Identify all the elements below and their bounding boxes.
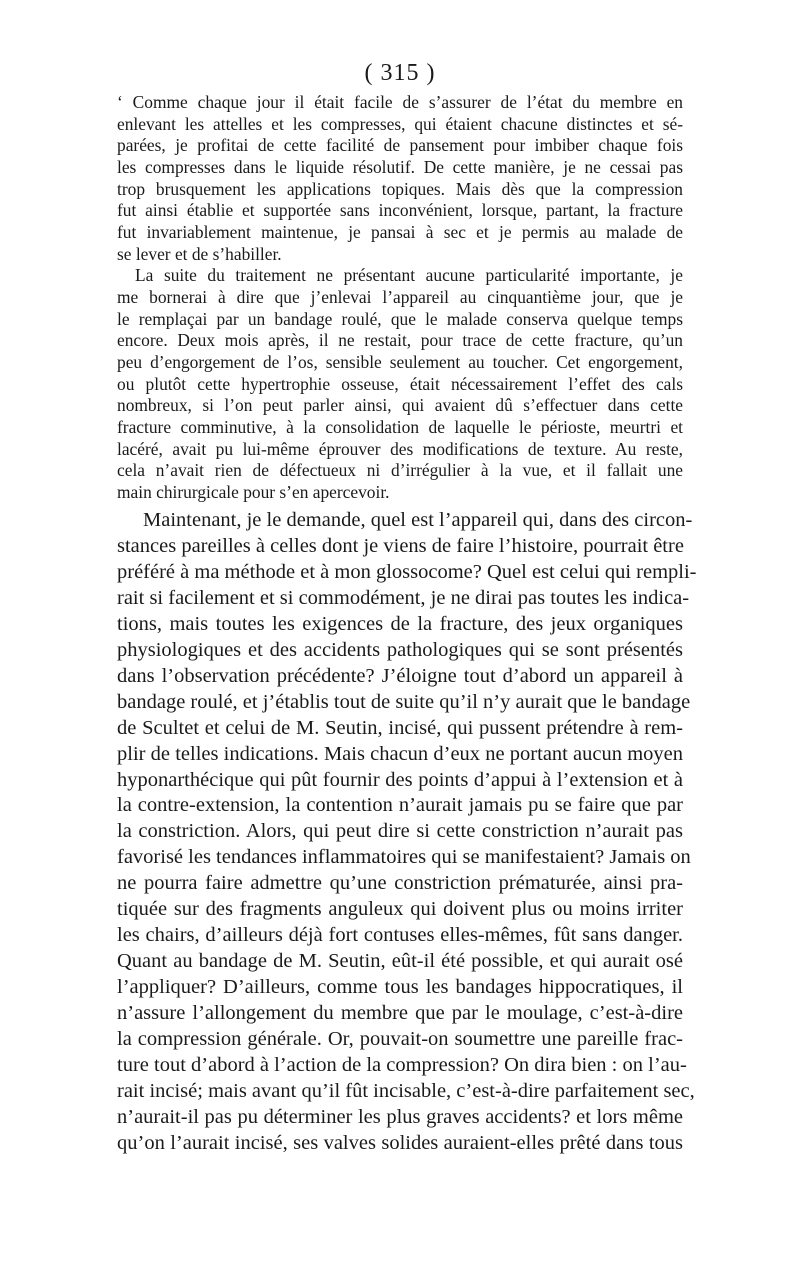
text-line: ture tout d’abord à l’action de la compression? On dira bien : on l’au- xyxy=(117,1054,687,1077)
text-line: peu d’engorgement de l’os, sensible seulement au toucher. Cet engorgement, xyxy=(117,351,683,372)
text-line: Maintenant, je le demande, quel est l’appareil qui, dans des circon- xyxy=(143,509,693,531)
text-line: préféré à ma méthode et à mon glossocome? Quel est celui qui rempli- xyxy=(117,560,697,583)
text-line: cela n’avait rien de défectueux ni d’irrégulier à la vue, et il fallait une xyxy=(117,460,683,481)
text-line: dans l’observation précédente? J’éloigne tout d’abord un appareil à xyxy=(117,664,683,687)
text-line: rait si facilement et si commodément, je ne dirai pas toutes les indica- xyxy=(117,586,690,609)
text-line: rait incisé; mais avant qu’il fût incisable, c’est-à-dire parfaitement sec, xyxy=(117,1079,695,1102)
text-line: fracture comminutive, à la consolidation de laquelle le périoste, meurtri et xyxy=(117,416,683,437)
large-print-passage xyxy=(117,508,697,1157)
text-line: favorisé les tendances inflammatoires qui se manifestaient? Jamais on xyxy=(117,846,691,869)
text-line: les chairs, d’ailleurs déjà fort contuses elles-mêmes, fût sans danger. xyxy=(117,924,683,947)
text-line: nombreux, si l’on peut parler ainsi, qui avaient dû s’effectuer dans cette xyxy=(117,395,683,416)
text-line: qu’on l’aurait incisé, ses valves solides auraient-elles prêté dans tous xyxy=(117,1131,683,1154)
text-line: parées, je profitai de cette facilité de pansement pour imbiber chaque fois xyxy=(117,135,683,156)
text-line: plir de telles indications. Mais chacun d’eux ne portant aucun moyen xyxy=(117,742,683,765)
text-line: hyponarthécique qui pût fournir des points d’appui à l’extension et à xyxy=(117,768,683,791)
text-line: n’aurait-il pas pu déterminer les plus graves accidents? et lors même xyxy=(117,1105,683,1128)
text-line: ‘ Comme chaque jour il était facile de s’assurer de l’état du membre en xyxy=(117,92,683,112)
text-line: me bornerai à dire que j’enlevai l’appareil au cinquantième jour, que je xyxy=(117,286,683,307)
small-print-passage xyxy=(117,92,683,503)
text-line: enlevant les attelles et les compresses, qui étaient chacune distinctes et sé- xyxy=(117,113,683,134)
text-line: encore. Deux mois après, il ne restait, pour trace de cette fracture, qu’un xyxy=(117,330,683,351)
text-line: la constriction. Alors, qui peut dire si cette constriction n’aurait pas xyxy=(117,820,683,843)
text-line: bandage roulé, et j’établis tout de suite qu’il n’y aurait que le bandage xyxy=(117,690,691,713)
text-line: de Scultet et celui de M. Seutin, incisé, qui pussent prétendre à rem- xyxy=(117,716,683,739)
text-line: l’appliquer? D’ailleurs, comme tous les bandages hippocratiques, il xyxy=(117,976,683,999)
text-line: trop brusquement les applications topiques. Mais dès que la compression xyxy=(117,178,683,199)
text-line: ou plutôt cette hypertrophie osseuse, était nécessairement l’effet des cals xyxy=(117,373,683,394)
text-line: tions, mais toutes les exigences de la fracture, des jeux organiques xyxy=(117,612,683,635)
text-line: ne pourra faire admettre qu’une constriction prématurée, ainsi pra- xyxy=(117,872,683,895)
text-line: n’assure l’allongement du membre que par le moulage, c’est-à-dire xyxy=(117,1002,683,1025)
text-line: les compresses dans le liquide résolutif. De cette manière, je ne cessai pas xyxy=(117,156,683,177)
text-line: fut invariablement maintenue, je pansai à sec et je permis au malade de xyxy=(117,221,683,242)
text-line: se lever et de s’habiller. xyxy=(117,243,282,264)
text-line: fut ainsi établie et supportée sans inconvénient, lorsque, partant, la fracture xyxy=(117,200,683,221)
text-line: main chirurgicale pour s’en apercevoir. xyxy=(117,481,390,502)
text-line: la compression générale. Or, pouvait-on soumettre une pareille frac- xyxy=(117,1028,683,1051)
text-line: stances pareilles à celles dont je viens de faire l’histoire, pourrait être xyxy=(117,534,684,557)
text-line: lacéré, avait pu lui-même éprouver des modifications de texture. Au reste, xyxy=(117,438,683,459)
text-line: la contre-extension, la contention n’aurait jamais pu se faire que par xyxy=(117,794,683,817)
text-line: le remplaçai par un bandage roulé, que le malade conserva quelque temps xyxy=(117,308,683,329)
text-line: Quant au bandage de M. Seutin, eût-il été possible, et qui aurait osé xyxy=(117,950,683,973)
page-number: ( 315 ) xyxy=(364,60,436,86)
text-line: tiquée sur des fragments anguleux qui doivent plus ou moins irriter xyxy=(117,898,683,921)
text-line: La suite du traitement ne présentant aucune particularité importante, je xyxy=(135,265,683,286)
text-line: physiologiques et des accidents pathologiques qui se sont présentés xyxy=(117,638,683,661)
